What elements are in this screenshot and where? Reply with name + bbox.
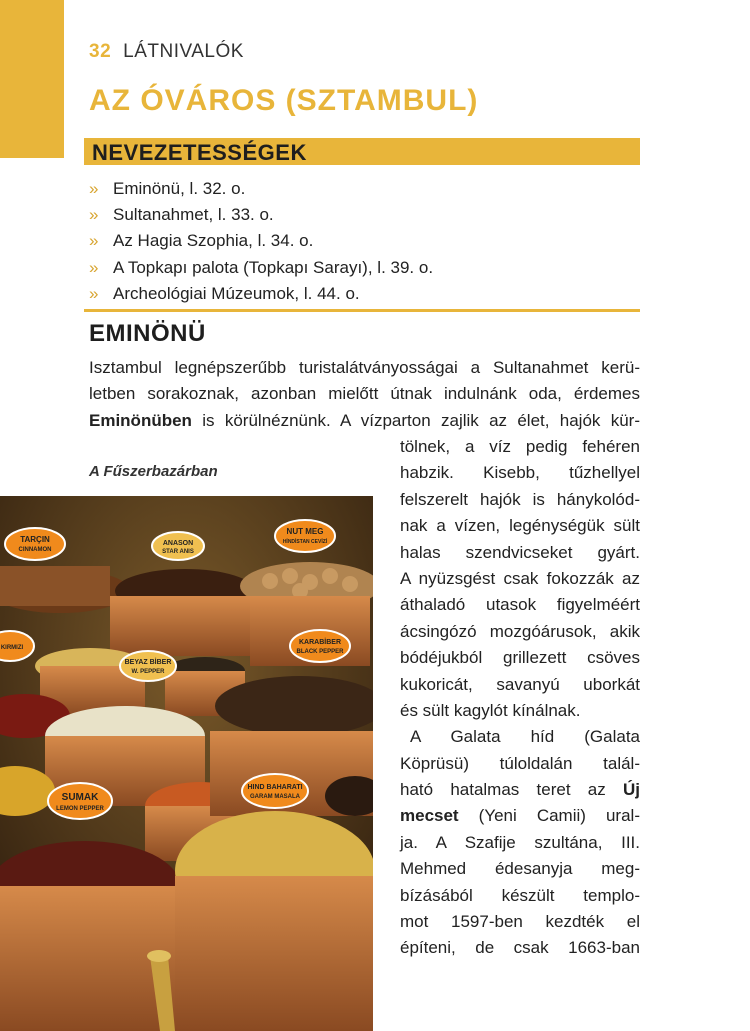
spice-label: HİNDİSTAN CEVİZİ — [282, 539, 328, 545]
text-line: ja. A Szafije szultána, III. — [400, 832, 640, 852]
text-line: ácsingózó mozgóárusok, akik — [400, 621, 640, 641]
sights-box-header — [84, 138, 640, 165]
text-line: Mehmed édesanyja meg- — [400, 859, 640, 879]
text-line: A nyüzsgést csak fokozzák az — [400, 568, 640, 588]
spice-label: STAR ANIS — [162, 549, 194, 555]
text-line: Köprüsü) túloldalán talál- — [400, 753, 640, 773]
text-line: nak a vízen, legénységük sült — [400, 516, 640, 536]
bold-term: Eminönüben — [89, 410, 192, 430]
list-item — [89, 228, 433, 254]
text-line: habzik. Kisebb, tűzhellyel — [400, 463, 640, 483]
spice-label: KARABİBER — [299, 639, 341, 646]
list-item-label: Eminönü, l. 32. o. — [113, 179, 246, 198]
bold-term: Új — [623, 780, 640, 800]
list-item-label: Sultanahmet, l. 33. o. — [113, 205, 274, 225]
text-fragment: ható hatalmas teret az — [400, 780, 606, 800]
photo-caption: A Fűszerbazárban — [89, 463, 218, 480]
spice-label: HIND BAHARATI — [247, 784, 303, 791]
bold-term: mecset — [400, 806, 459, 826]
text-line: tölnek, a víz pedig fehéren — [400, 437, 640, 456]
text-line: Isztambul legnépszerűbb turistalátványosságai a Sultanahmet kerü- — [89, 358, 640, 377]
list-item — [89, 255, 433, 281]
spice-photo-illustration — [0, 496, 373, 1031]
section-divider — [84, 309, 640, 312]
text-line: és sült kagylót kínálnak. — [400, 700, 581, 720]
article-heading: EMINÖNÜ — [89, 320, 206, 347]
text-line: letben sorakoznak, azonban mielőtt útnak indulnánk oda, érdemes — [89, 384, 640, 404]
list-item — [89, 281, 433, 307]
spice-label: SUMAK — [61, 792, 99, 803]
text-fragment: is körülnéznünk. A vízparton zajlik az élet, hajók kür- — [202, 410, 640, 430]
text-line — [400, 777, 640, 803]
text-column — [400, 434, 640, 962]
intro-paragraph — [89, 355, 640, 434]
text-line: mot 1597-ben kezdték el — [400, 912, 640, 932]
text-line: áthaladó utasok figyelméért — [400, 595, 640, 615]
spice-label: TARÇIN — [20, 535, 50, 544]
text-line: kukoricát, savanyú uborkát — [400, 674, 640, 694]
bullet-icon: » — [89, 179, 99, 198]
list-item-label: Archeológiai Múzeumok, l. 44. o. — [113, 283, 360, 303]
bullet-icon: » — [89, 257, 99, 277]
bullet-icon: » — [89, 283, 99, 303]
text-line: bízásából készült templo- — [400, 885, 640, 905]
spice-label: GARAM MASALA — [250, 794, 300, 800]
text-line — [400, 803, 640, 829]
list-item — [89, 176, 433, 202]
spice-bazaar-photo — [0, 496, 373, 1031]
spice-label: ANASON — [162, 540, 194, 547]
list-item-label: A Topkapı palota (Topkapı Sarayı), l. 39. o. — [113, 257, 434, 277]
page-number: 32 — [89, 41, 112, 62]
spice-label: BLACK PEPPER — [296, 649, 344, 655]
spice-label: W. PEPPER — [131, 669, 165, 675]
bullet-icon: » — [89, 231, 99, 251]
spice-label: NUT MEG — [286, 527, 324, 536]
spice-label: BEYAZ BİBER — [124, 659, 172, 666]
sights-box-title: NEVEZETESSÉGEK — [92, 140, 307, 165]
spice-label: KIRMIZI — [0, 645, 24, 651]
bullet-icon: » — [89, 205, 99, 225]
text-line: A Galata híd (Galata — [410, 727, 640, 747]
spice-label: CINNAMON — [18, 547, 52, 553]
text-line: felszerelt hajók is hánykolód- — [400, 489, 640, 509]
chapter-title: AZ ÓVÁROS (SZTAMBUL) — [89, 84, 479, 117]
text-line: bódéjukból grillezett csöves — [400, 648, 640, 668]
running-header — [89, 41, 244, 63]
text-line: építeni, de csak 1663-ban — [400, 938, 640, 958]
sights-list — [89, 176, 433, 307]
section-name: LÁTNIVALÓK — [123, 41, 244, 62]
text-line — [89, 408, 640, 434]
spice-label: LEMON PEPPER — [56, 806, 104, 812]
list-item-label: Az Hagia Szophia, l. 34. o. — [113, 231, 314, 251]
list-item — [89, 202, 433, 228]
text-fragment: (Yeni Camii) ural- — [478, 806, 640, 826]
text-line: halas szendvicseket gyárt. — [400, 542, 640, 562]
corner-tab — [0, 0, 64, 158]
